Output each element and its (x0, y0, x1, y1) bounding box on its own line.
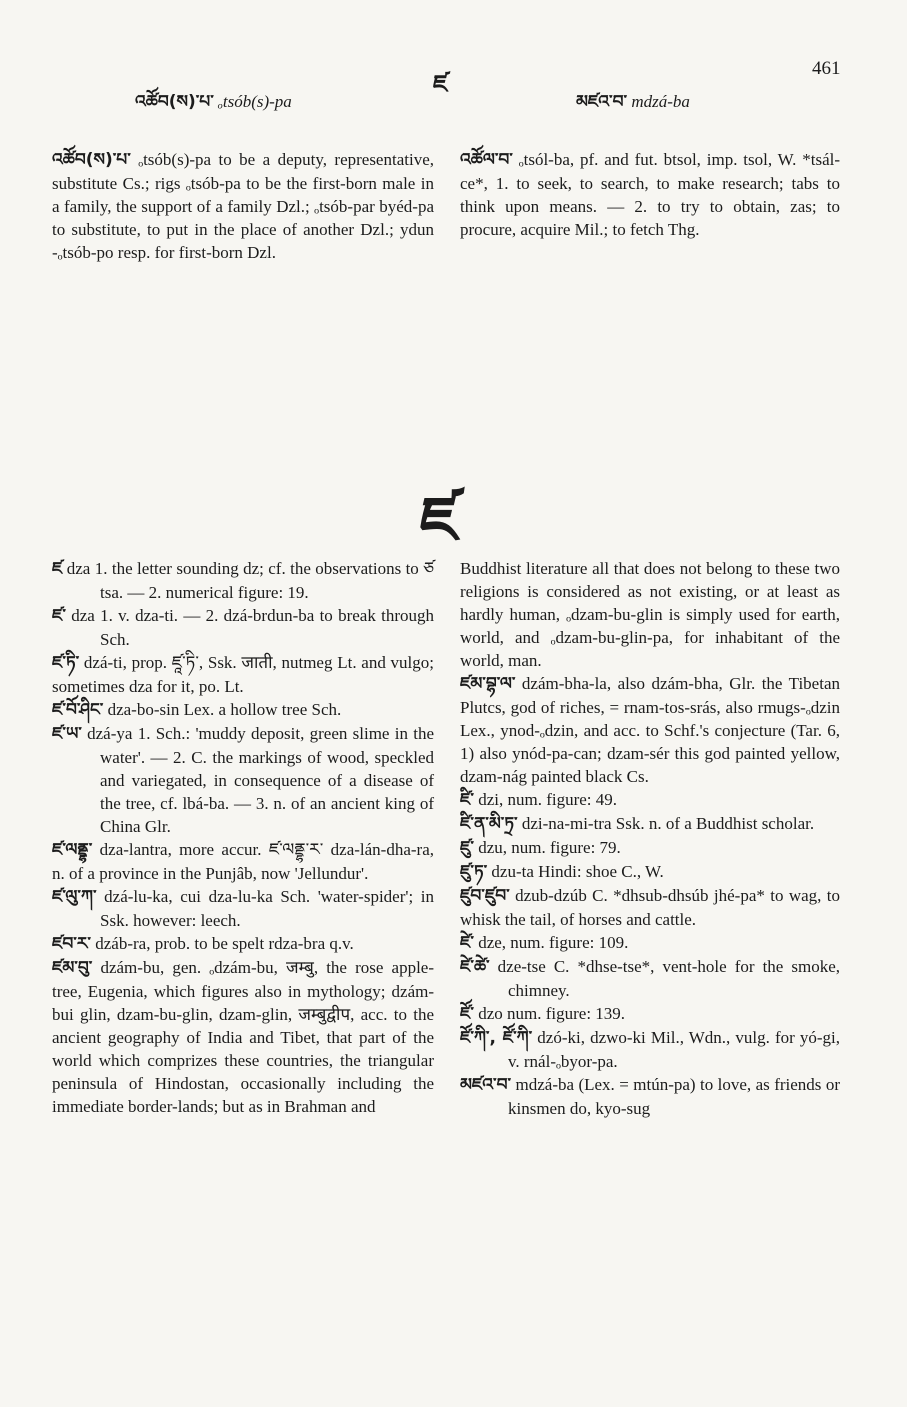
entry-headword-tibetan: ཛུབ་ཛུབ་ (460, 886, 510, 906)
entry-text: dzi-na-mi-tra Ssk. n. of a Buddhist scholar. (521, 814, 815, 833)
dictionary-entry (460, 1002, 840, 1026)
entry-text: dzi, num. figure: 49. (478, 790, 618, 809)
entry-headword-tibetan: འཚོབ(ས)་པ་ (52, 150, 131, 170)
dictionary-entry (460, 931, 840, 955)
entry-text: dzá-lu-ka, cui dza-lu-ka Sch. 'water-spider'; in Ssk. however: leech. (100, 887, 434, 930)
dictionary-entry (460, 1073, 840, 1120)
entry-text: Buddhist literature all that does not belong to these two religions is considered as not existing, or at least as hardly human, ₒdzam-bu-glin is simply used for earth, world, and ₒdzam-bu-glin-pa, for inhabitant of the world, man. (460, 559, 840, 670)
dictionary-entry (52, 956, 434, 1118)
section-letter: ཛ (420, 483, 458, 556)
entry-text: ₒtsól-ba, pf. and fut. btsol, imp. tsol, W. *tsál-ce*, 1. to seek, to search, to make research; tabs to think upon means. — 2. to try to obtain, zas; to procure, acquire Mil.; to fetch Thg. (460, 150, 841, 239)
dictionary-entry (52, 885, 434, 932)
top-left-entry (52, 148, 434, 264)
entry-text: mdzá-ba (Lex. = mtún-pa) to love, as friends or kinsmen do, kyo-sug (508, 1075, 840, 1118)
entry-headword-tibetan: ཛ་ལནྡྷ་ (52, 840, 93, 860)
entry-headword-tibetan: ཛམ་བུ་ (52, 958, 93, 978)
entry-headword-tibetan: ཛི་ན་མི་ཏྲ་ (460, 814, 518, 834)
entry-text: dza 1. v. dza-ti. — 2. dzá-brdun-ba to break through Sch. (71, 606, 435, 649)
entry-headword-tibetan: ཛ་ཡ་ (52, 724, 82, 744)
entry-headword-tibetan: འཚོལ་བ་ (460, 150, 513, 170)
dictionary-entry-continued (460, 557, 840, 672)
entry-text: dze-tse C. *dhse-tse*, vent-hole for the smoke, chimney. (497, 957, 841, 1000)
entry-text: dzám-bu, gen. ₒdzám-bu, जम्बु, the rose apple-tree, Eugenia, which figures also in mythology; dzám-bui glin, dzam-bu-glin, dzam-glin, जम्बुद्वीप, acc. to the ancient geography of India and Tibet, that part of the world which comprizes these countries, the triangular peninsula of Hindostan, occasionally including the immediate border-lands; but as in Brahman and (52, 958, 434, 1116)
entry-text: dza-lantra, more accur. ཛ་ལནྡྷ་ར་ dza-lán-dha-ra, n. of a province in the Punjâb, now 'Jellundur'. (52, 840, 434, 883)
dictionary-entry (460, 812, 840, 836)
header-right-tibetan: མཛའ་བ་ (576, 92, 628, 112)
entry-text: dza 1. the letter sounding dz; cf. the observations to ཙ tsa. — 2. numerical figure: 19. (66, 559, 434, 602)
entry-text: dzá-ya 1. Sch.: 'muddy deposit, green slime in the water'. — 2. C. the markings of wood, speckled and variegated, in consequence of a disease of the tree, cf. lbá-ba. — 3. n. of an ancient king of China Glr. (87, 724, 435, 836)
entry-text: ₒtsób(s)-pa to be a deputy, representative, substitute Cs.; rigs ₒtsób-pa to be the first-born male in a family, the support of a family Dzl.; ₒtsób-par byéd-pa to substitute, to put in the place of another Dzl.; ydun -ₒtsób-po resp. for first-born Dzl. (52, 150, 434, 262)
entry-headword-tibetan: ཛབ་ར་ (52, 934, 91, 954)
entry-text: dzám-bha-la, also dzám-bha, Glr. the Tibetan Plutcs, god of riches, = rnam-tos-srás, also rmugs-ₒdzin Lex., ynod-ₒdzin, and acc. to Schf.'s conjecture (Tar. 6, 1) also ynód-pa-can; dzam-sér this god painted yellow, dzam-nág painted black Cs. (460, 674, 840, 786)
entry-text: dzáb-ra, prob. to be spelt rdza-bra q.v. (95, 934, 354, 953)
entry-headword-tibetan: ཛ་ (52, 606, 66, 626)
dictionary-entry (460, 884, 840, 931)
entry-headword-tibetan: ཛོ་ཀི་, ཛོ་ཀི་ (460, 1028, 533, 1048)
entry-headword-tibetan: ཛ་བོ་ཤིང་ (52, 700, 104, 720)
entry-headword-tibetan: ཛེ་ (460, 933, 474, 953)
dictionary-entry (460, 836, 840, 860)
header-left-roman: ₒtsób(s)-pa (218, 92, 292, 111)
dictionary-entry (460, 860, 840, 884)
dictionary-entry (52, 651, 434, 698)
dictionary-entry (52, 557, 434, 604)
entry-headword-tibetan: ཛུ་ཏ་ (460, 862, 488, 882)
dictionary-entry (460, 672, 840, 788)
entry-headword-tibetan: ཛ་ལུ་ཀ་ (52, 887, 97, 907)
entry-headword-tibetan: ཛོ་ (460, 1004, 474, 1024)
dictionary-entry (460, 788, 840, 812)
right-column (460, 557, 840, 1120)
entry-text: dze, num. figure: 109. (478, 933, 629, 952)
left-column (52, 557, 434, 1118)
entry-text: dzub-dzúb C. *dhsub-dhsúb jhé-pa* to wag, to whisk the tail, of horses and cattle. (460, 886, 840, 929)
entry-headword-tibetan: ཛ་ཏི་ (52, 653, 80, 673)
header-left-tibetan: འཚོབ(ས)་པ་ (135, 92, 214, 112)
dictionary-entry (52, 722, 434, 838)
entry-text: dzu-ta Hindi: shoe C., W. (491, 862, 664, 881)
page-number: 461 (812, 58, 841, 79)
entry-headword-tibetan: མཛའ་བ་ (460, 1075, 512, 1095)
entry-text: dzo num. figure: 139. (478, 1004, 626, 1023)
dictionary-entry (52, 838, 434, 885)
entry-text: dzá-ti, prop. ཛཱ་ཏི་, Ssk. जाती, nutmeg Lt. and vulgo; sometimes dza for it, po. Lt. (52, 653, 435, 696)
dictionary-entry (460, 955, 840, 1002)
entry-text: dza-bo-sin Lex. a hollow tree Sch. (107, 700, 342, 719)
dictionary-entry (52, 604, 434, 651)
entry-headword-tibetan: ཛ (52, 559, 63, 579)
header-left (135, 82, 292, 130)
header-right (576, 82, 690, 130)
entry-headword-tibetan: ཛམ་བྷ་ལ་ (460, 674, 516, 694)
dictionary-entry (460, 1026, 840, 1073)
dictionary-entry (52, 698, 434, 722)
entry-headword-tibetan: ཛེ་ཚེ་ (460, 957, 490, 977)
entry-headword-tibetan: ཛུ་ (460, 838, 474, 858)
top-right-entry (460, 148, 840, 241)
entry-text: dzó-ki, dzwo-ki Mil., Wdn., vulg. for yó-gi, v. rnál-ₒbyor-pa. (508, 1028, 840, 1071)
entry-headword-tibetan: ཛི་ (460, 790, 474, 810)
dictionary-entry (52, 932, 434, 956)
header-right-roman: mdzá-ba (631, 92, 690, 111)
entry-text: dzu, num. figure: 79. (478, 838, 621, 857)
header-center-letter: ཛ (433, 70, 448, 98)
